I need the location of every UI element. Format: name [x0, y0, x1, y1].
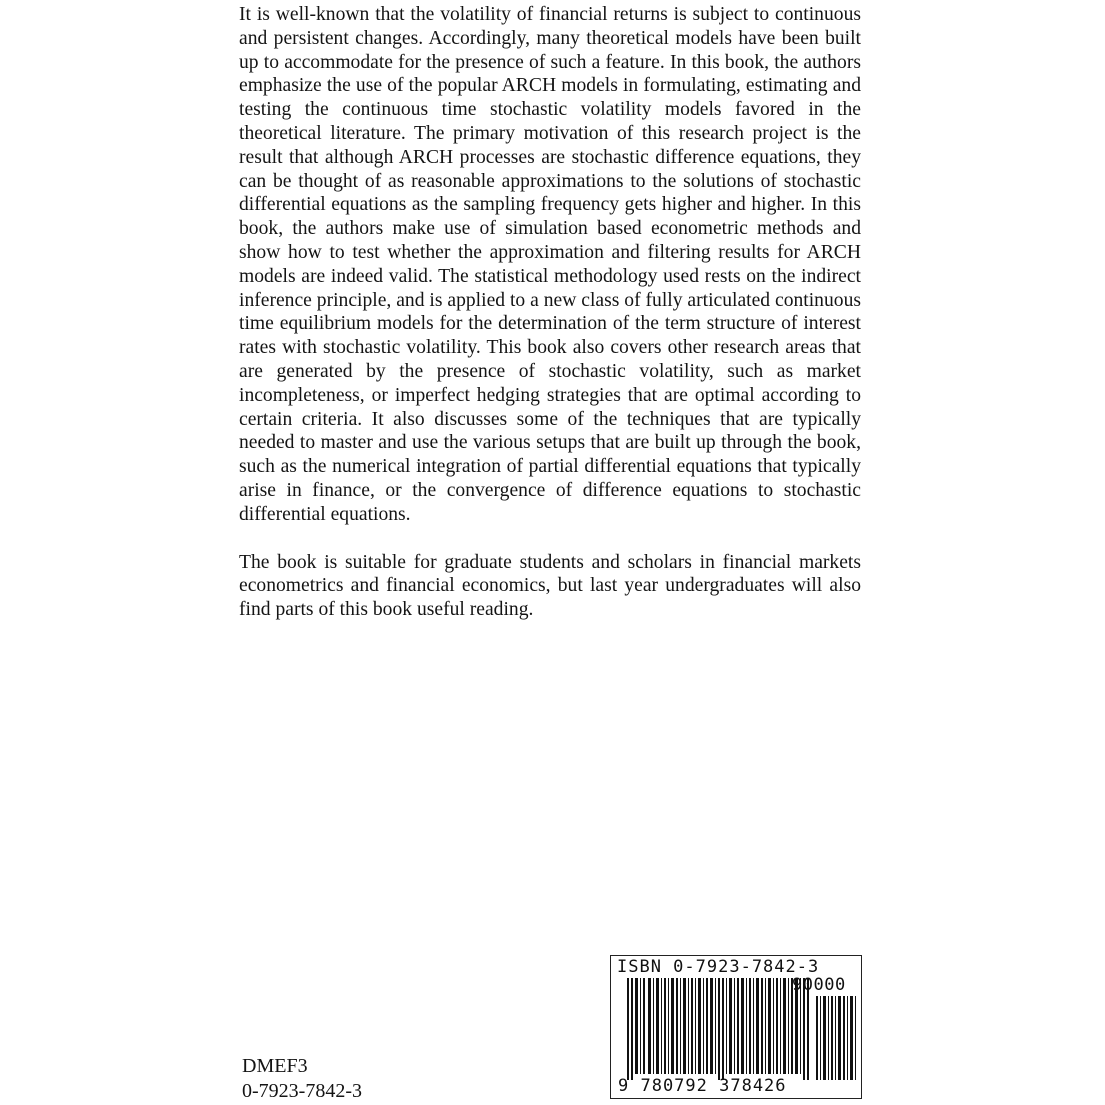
back-cover-blurb: [239, 3, 861, 622]
barcode-price-code: 90000: [792, 975, 846, 995]
isbn-barcode: [610, 955, 862, 1099]
isbn-text: 0-7923-7842-3: [242, 1079, 362, 1102]
barcode-ean-digits: 9 780792 378426: [618, 1076, 787, 1096]
blurb-paragraph-2: The book is suitable for graduate students and scholars in financial markets econometrics and financial economics, but last year undergraduates will also find parts of this book useful reading.: [239, 551, 861, 621]
series-code: DMEF3: [242, 1055, 308, 1077]
blurb-paragraph-1: It is well-known that the volatility of financial returns is subject to continuous and persistent changes. Accordingly, many theoretical models have been built up to accommodate for the presence of such a feature. In this book, the authors emphasize the use of the popular ARCH models in formulating, estimating and testing the continuous time stochastic volatility models favored in the theoretical literature. The primary motivation of this research project is the result that although ARCH processes are stochastic difference equations, they can be thought of as reasonable approximations to the solutions of stochastic differential equations as the sampling frequency gets higher and higher. In this book, the authors make use of simulation based econometric methods and show how to test whether the approximation and filtering results for ARCH models are indeed valid. The statistical methodology used rests on the indirect inference principle, and is applied to a new class of fully articulated continuous time equilibrium models for the determination of the term structure of interest rates with stochastic volatility. This book also covers other research areas that are generated by the presence of stochastic volatility, such as market incompleteness, or imperfect hedging strategies that are optimal according to certain criteria. It also discusses some of the techniques that are typically needed to master and use the various setups that are built up through the book, such as the numerical integration of partial differential equations that typically arise in finance, or the convergence of difference equations to stochastic differential equations.: [239, 4, 861, 525]
barcode-isbn-label: ISBN 0-7923-7842-3: [617, 957, 820, 977]
catalog-codes: [242, 1054, 362, 1103]
